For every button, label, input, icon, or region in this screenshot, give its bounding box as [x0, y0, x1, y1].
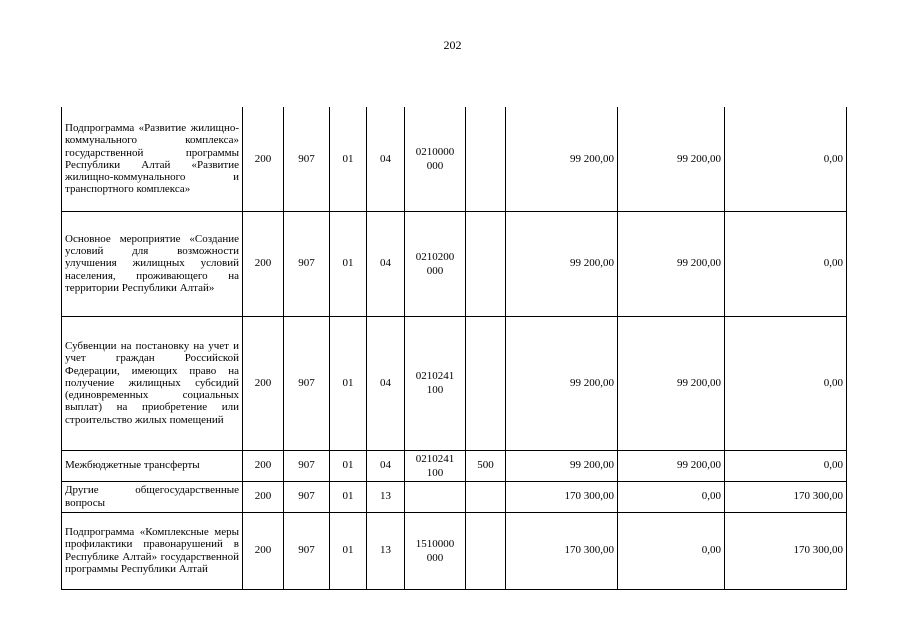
row-sum-3: 0,00: [725, 450, 847, 481]
row-grbs: 200: [243, 512, 284, 589]
row-razdel: 01: [330, 512, 367, 589]
row-vr: [466, 211, 506, 316]
row-name: Другие общегосударственные вопросы: [62, 481, 243, 512]
row-grbs: 200: [243, 450, 284, 481]
row-razdel: 01: [330, 316, 367, 450]
row-sum-2: 99 200,00: [618, 211, 725, 316]
row-csr: [405, 481, 466, 512]
row-razdel: 01: [330, 211, 367, 316]
row-sum-3: 170 300,00: [725, 512, 847, 589]
row-grbs: 200: [243, 481, 284, 512]
row-razdel: 01: [330, 450, 367, 481]
row-name: Субвенции на постановку на учет и учет граждан Российской Федерации, имеющих право на получение жилищных субсидий (единовременных социальных выплат) на приобретение или строительство жилых помещений: [62, 316, 243, 450]
row-grbs: 200: [243, 316, 284, 450]
row-grbs: 200: [243, 211, 284, 316]
row-sum-1: 99 200,00: [506, 450, 618, 481]
row-sum-2: 0,00: [618, 512, 725, 589]
row-sum-1: 170 300,00: [506, 512, 618, 589]
table-row: [62, 211, 847, 316]
table-row: [62, 481, 847, 512]
row-sum-3: 0,00: [725, 107, 847, 211]
page-number: 202: [443, 38, 462, 52]
table-row: [62, 107, 847, 211]
row-sum-2: 99 200,00: [618, 107, 725, 211]
row-sum-3: 0,00: [725, 211, 847, 316]
row-vr: 500: [466, 450, 506, 481]
row-csr: 1510000 000: [405, 512, 466, 589]
row-vedomstvo: 907: [284, 316, 330, 450]
table-row: [62, 316, 847, 450]
row-razdel: 01: [330, 107, 367, 211]
row-vr: [466, 512, 506, 589]
row-sum-1: 170 300,00: [506, 481, 618, 512]
row-grbs: 200: [243, 107, 284, 211]
table-row: [62, 512, 847, 589]
row-razdel: 01: [330, 481, 367, 512]
row-vedomstvo: 907: [284, 107, 330, 211]
row-csr: 0210241 100: [405, 450, 466, 481]
row-podrazdel: 04: [367, 316, 405, 450]
row-vr: [466, 481, 506, 512]
row-name: Подпрограмма «Развитие жилищно-коммунального комплекса» государственной программы Республики Алтай «Развитие жилищно-коммунального и транспортного комплекса»: [62, 107, 243, 211]
row-sum-2: 99 200,00: [618, 450, 725, 481]
row-podrazdel: 13: [367, 481, 405, 512]
row-csr: 0210200 000: [405, 211, 466, 316]
row-vedomstvo: 907: [284, 450, 330, 481]
row-csr: 0210000 000: [405, 107, 466, 211]
row-sum-2: 99 200,00: [618, 316, 725, 450]
row-sum-3: 170 300,00: [725, 481, 847, 512]
row-sum-1: 99 200,00: [506, 107, 618, 211]
row-vr: [466, 316, 506, 450]
row-name: Основное мероприятие «Создание условий для возможности улучшения жилищных условий населения, проживающего на территории Республики Алтай»: [62, 211, 243, 316]
row-vr: [466, 107, 506, 211]
row-csr: 0210241 100: [405, 316, 466, 450]
row-vedomstvo: 907: [284, 481, 330, 512]
table-row: [62, 450, 847, 481]
row-podrazdel: 04: [367, 107, 405, 211]
row-sum-1: 99 200,00: [506, 211, 618, 316]
row-sum-1: 99 200,00: [506, 316, 618, 450]
row-name: Подпрограмма «Комплексные меры профилактики правонарушений в Республике Алтай» государственной программы Республики Алтай: [62, 512, 243, 589]
row-vedomstvo: 907: [284, 211, 330, 316]
row-sum-3: 0,00: [725, 316, 847, 450]
row-podrazdel: 04: [367, 450, 405, 481]
row-vedomstvo: 907: [284, 512, 330, 589]
row-name: Межбюджетные трансферты: [62, 450, 243, 481]
row-sum-2: 0,00: [618, 481, 725, 512]
budget-table: [61, 107, 847, 590]
row-podrazdel: 13: [367, 512, 405, 589]
row-podrazdel: 04: [367, 211, 405, 316]
